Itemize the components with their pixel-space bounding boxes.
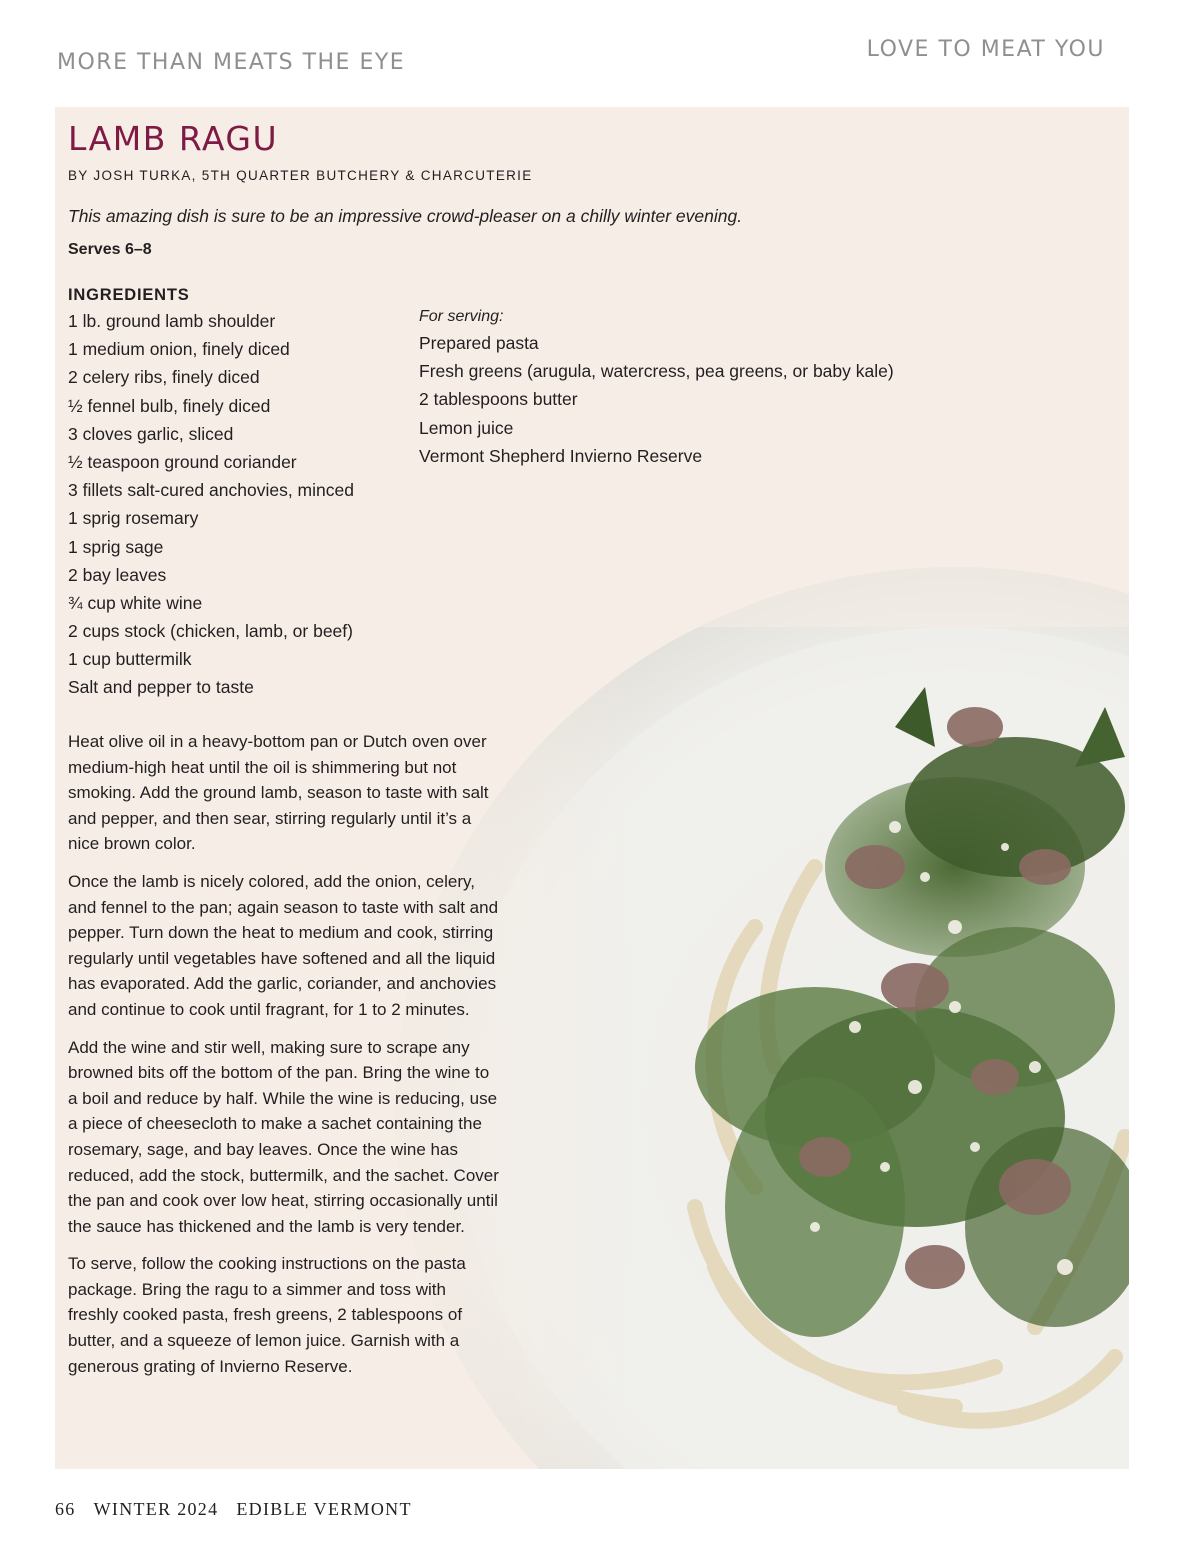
recipe-byline: BY JOSH TURKA, 5TH QUARTER BUTCHERY & CHARCUTERIE (68, 168, 533, 183)
ingredient-item: ½ fennel bulb, finely diced (68, 395, 271, 416)
ingredients-heading: INGREDIENTS (68, 286, 190, 304)
ingredient-item: 1 lb. ground lamb shoulder (68, 311, 276, 331)
recipe-content (68, 107, 1129, 1469)
ingredient-item: 2 bay leaves (68, 564, 167, 585)
recipe-panel (55, 107, 1129, 1469)
ingredient-item: 1 sprig rosemary (68, 508, 199, 529)
ingredient-item: 3 cloves garlic, sliced (68, 423, 234, 444)
serving-item: Prepared pasta (419, 333, 539, 353)
method-paragraph: To serve, follow the cooking instructions on the pasta package. Bring the ragu to a simmer and toss with freshly cooked pasta, fresh greens, 2 tablespoons of butter, and a squeeze of lemon juice. Garnish with a generous grating of Invierno Reserve. (68, 1254, 466, 1376)
serving-item: Vermont Shepherd Invierno Reserve (419, 445, 703, 466)
recipe-intro: This amazing dish is sure to be an impressive crowd-pleaser on a chilly winter evening. (68, 206, 743, 226)
section-header-right: LOVE TO MEAT YOU (866, 37, 1105, 62)
section-header-left: MORE THAN MEATS THE EYE (57, 50, 406, 75)
ingredient-item: 1 cup buttermilk (68, 649, 192, 670)
method-paragraph: Once the lamb is nicely colored, add the onion, celery, and fennel to the pan; again season to taste with salt and pepper. Turn down the heat to medium and cook, stirring regularly until vegetables have softened and all the liquid has evaporated. Add the garlic, coriander, and anchovies and continue to cook until fragrant, for 1 to 2 minutes. (68, 871, 499, 1019)
serving-section (419, 305, 894, 470)
recipe-title: LAMB RAGU (68, 119, 279, 158)
serving-label: For serving: (419, 308, 504, 325)
method-steps (68, 729, 500, 1391)
ingredient-item: 2 celery ribs, finely diced (68, 367, 260, 388)
publication-name: EDIBLE VERMONT (236, 1499, 412, 1519)
ingredient-item: ½ teaspoon ground coriander (68, 451, 297, 472)
ingredient-item: 1 medium onion, finely diced (68, 339, 290, 360)
serving-item: 2 tablespoons butter (419, 389, 578, 410)
ingredients-list (68, 307, 354, 702)
issue-label: WINTER 2024 (93, 1499, 219, 1519)
page-footer (55, 1499, 430, 1520)
ingredient-item: 3 fillets salt-cured anchovies, minced (68, 480, 354, 501)
serving-item: Lemon juice (419, 417, 514, 438)
serving-item: Fresh greens (arugula, watercress, pea greens, or baby kale) (419, 361, 894, 382)
ingredient-item: ¾ cup white wine (68, 592, 203, 613)
ingredient-item: 2 cups stock (chicken, lamb, or beef) (68, 621, 353, 642)
method-paragraph: Heat olive oil in a heavy-bottom pan or Dutch oven over medium-high heat until the oil is shimmering but not smoking. Add the ground lamb, season to taste with salt and pepper, and then sear, stirring regularly until it’s a nice brown color. (68, 732, 489, 854)
serving-list (419, 329, 894, 470)
page-number: 66 (55, 1499, 76, 1519)
recipe-serves: Serves 6–8 (68, 241, 152, 258)
ingredient-item: 1 sprig sage (68, 536, 164, 557)
ingredient-item: Salt and pepper to taste (68, 677, 254, 698)
method-paragraph: Add the wine and stir well, making sure to scrape any browned bits off the bottom of the pan. Bring the wine to a boil and reduce by half. While the wine is reducing, use a piece of cheesecloth to make a sachet containing the rosemary, sage, and bay leaves. Once the wine has reduced, add the stock, buttermilk, and the sachet. Cover the pan and cook over low heat, stirring occasionally until the sauce has thickened and the lamb is very tender. (68, 1037, 499, 1236)
